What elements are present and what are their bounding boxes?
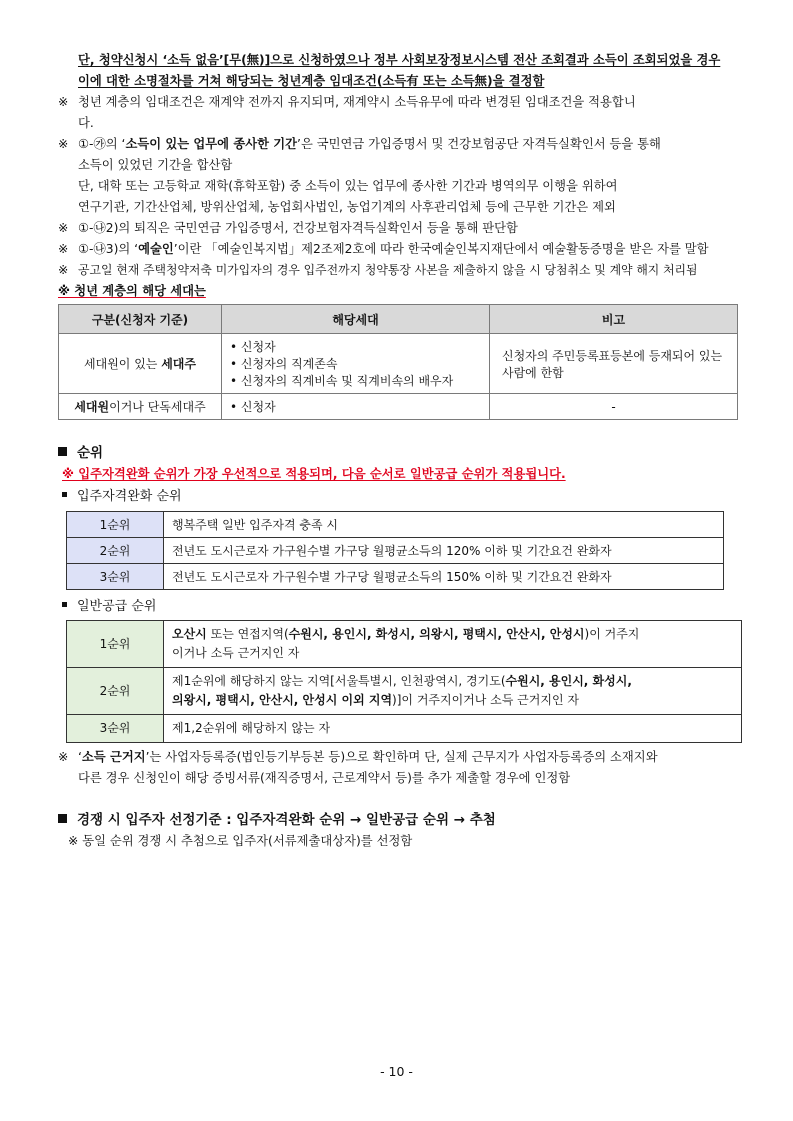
table-header: 비고 xyxy=(490,305,738,334)
list-item: • 신청자의 직계존속 xyxy=(230,355,483,372)
general-title: 일반공급 순위 xyxy=(58,594,738,620)
square-bullet-icon xyxy=(58,447,67,456)
general-rank-table xyxy=(66,620,742,743)
document-page xyxy=(58,50,738,852)
table-row: 2순위 전년도 도시근로자 가구원수별 가구당 월평균소득의 120% 이하 및 기간요건 완화자 xyxy=(67,538,724,564)
note-artist: ※ ①-㉯3)의 ‘예술인’이란 「예술인복지법」제2조제2호에 따라 한국예술인복지재단에서 예술활동증명을 받은 자를 말함 xyxy=(58,242,709,256)
table-row: 1순위 행복주택 일반 입주자격 충족 시 xyxy=(67,512,724,538)
competition-title: 경쟁 시 입주자 선정기준 : 입주자격완화 순위 → 일반공급 순위 → 추첨 xyxy=(58,809,738,831)
competition-note: ※ 동일 순위 경쟁 시 추첨으로 입주자(서류제출대상자)를 선정함 xyxy=(68,834,413,848)
intro-line-1: 단, 청약신청시 ‘소득 없음’[무(無)]으로 신청하였으나 정부 사회보장정보시스템 전산 조회결과 소득이 조회되었을 경우 xyxy=(78,53,721,67)
note-income-period: ※ ①-㉮의 ‘소득이 있는 업무에 종사한 기간’은 국민연금 가입증명서 및 건강보험공단 자격득실확인서 등을 통해 소득이 있었던 기간을 합산함 단, 대학 또는 고등학교 재학(휴학포함) 중 소득이 있는 업무에 종사한 기간과 병역의무 이행을 위하여 연구기관, 기간산업체, 방위산업체, 농업회사법인, 농업기계의 사후관리업체 등에 근무한 기간은 제외 xyxy=(58,137,661,214)
household-heading: ※ 청년 계층의 해당 세대는 xyxy=(58,284,206,298)
note-lease-condition: ※ 청년 계층의 임대조건은 재계약 전까지 유지되며, 재계약시 소득유무에 따라 변경된 임대조건을 적용합니 다. xyxy=(58,95,636,130)
members-cell xyxy=(222,334,490,394)
list-item: • 신청자 xyxy=(230,338,483,355)
note-savings: ※ 공고일 현재 주택청약저축 미가입자의 경우 입주전까지 청약통장 사본을 제출하지 않을 시 당첨취소 및 계약 해지 처리됨 xyxy=(58,263,698,277)
note-income-base: ※ ‘소득 근거지’는 사업자등록증(법인등기부등본 등)으로 확인하며 단, 실제 근무지가 사업자등록증의 소재지와 다른 경우 신청인이 해당 증빙서류(재직증명서, 근로계약서 등)를 추가 제출할 경우에 인정함 xyxy=(58,750,658,785)
bullet-icon xyxy=(62,492,67,497)
table-header-row xyxy=(59,305,738,334)
table-row: 2순위 제1순위에 해당하지 않는 지역[서울특별시, 인천광역시, 경기도(수원시, 용인시, 화성시, 의왕시, 평택시, 안산시, 안성시 이외 지역)]이 거주지이거나 소득 근거지인 자 xyxy=(67,668,742,715)
bullet-icon xyxy=(62,602,67,607)
page-number: - 10 - xyxy=(380,1064,413,1079)
household-table xyxy=(58,304,738,420)
table-row xyxy=(59,394,738,420)
list-item: • 신청자 xyxy=(230,398,483,415)
members-cell xyxy=(222,394,490,420)
list-item: • 신청자의 직계비속 및 직계비속의 배우자 xyxy=(230,372,483,389)
relaxed-title: 입주자격완화 순위 xyxy=(58,485,738,509)
square-bullet-icon xyxy=(58,814,67,823)
table-row: 1순위 오산시 또는 연접지역(수원시, 용인시, 화성시, 의왕시, 평택시, 안산시, 안성시)이 거주지 이거나 소득 근거지인 자 xyxy=(67,621,742,668)
intro-line-2: 이에 대한 소명절차를 거쳐 해당되는 청년계층 임대조건(소득有 또는 소득無)을 결정함 xyxy=(78,74,545,88)
remark-cell: - xyxy=(490,394,738,420)
category-cell: 세대원이 있는 세대주 xyxy=(59,334,222,394)
ranking-red-note: ※ 입주자격완화 순위가 가장 우선적으로 적용되며, 다음 순서로 일반공급 순위가 적용됩니다. xyxy=(62,467,566,481)
category-cell: 세대원이거나 단독세대주 xyxy=(59,394,222,420)
table-header: 해당세대 xyxy=(222,305,490,334)
table-header: 구분(신청자 기준) xyxy=(59,305,222,334)
note-retirement: ※ ①-㉯2)의 퇴직은 국민연금 가입증명서, 건강보험자격득실확인서 등을 통해 판단함 xyxy=(58,221,518,235)
table-row xyxy=(59,334,738,394)
ranking-title: 순위 xyxy=(58,442,738,464)
table-row: 3순위 제1,2순위에 해당하지 않는 자 xyxy=(67,715,742,743)
relaxed-rank-table xyxy=(66,511,724,590)
table-row: 3순위 전년도 도시근로자 가구원수별 가구당 월평균소득의 150% 이하 및 기간요건 완화자 xyxy=(67,564,724,590)
remark-cell: 신청자의 주민등록표등본에 등재되어 있는 사람에 한함 xyxy=(490,334,738,394)
